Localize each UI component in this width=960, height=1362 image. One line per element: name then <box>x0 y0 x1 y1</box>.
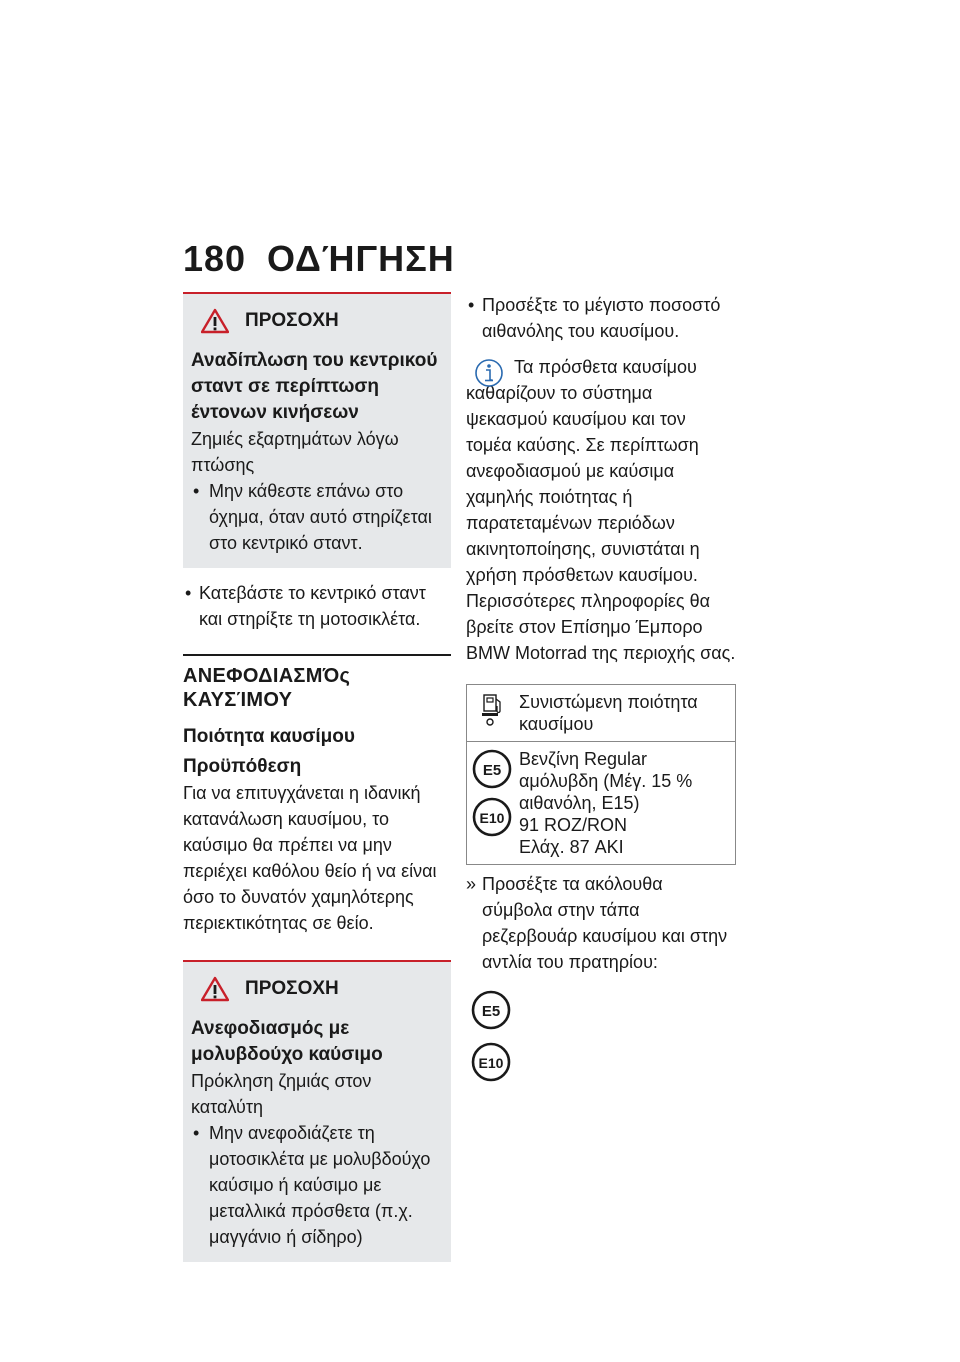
prerequisite-label: Προϋπόθεση <box>183 756 302 777</box>
table-row <box>467 741 735 864</box>
warning-title <box>191 976 439 1002</box>
warning-triangle-icon <box>201 308 229 334</box>
fuel-symbol-list <box>466 989 736 1083</box>
symbols-instruction: » Προσέξτε τα ακόλουθα σύμβολα στην τάπα ρεζερβουάρ καυσίμου και στην αντλία του πρατηρίου: <box>466 871 736 975</box>
fuel-spec-ron: 91 ROZ/RON <box>519 815 628 835</box>
prerequisite-text: Για να επιτυγχάνεται η ιδανική κατανάλωση καυσίμου, το καύσιμο θα πρέπει να μην περιέχει καθόλου θείο ή να είναι όσο το δυνατόν χαμηλότερης περιεκτικότητας σε θείο. <box>183 783 437 933</box>
info-icon <box>474 356 504 394</box>
warning-bullet: • Μην ανεφοδιάζετε τη μοτοσικλέτα με μολυβδούχο καύσιμο ή καύσιμο με μεταλλικά πρόσθετα (π.χ. μαγγάνιο ή σίδηρο) <box>191 1120 439 1250</box>
warning-label: ΠΡΟΣΟΧΗ <box>245 310 339 331</box>
warning-title <box>191 308 439 334</box>
ethanol-bullet: • Προσέξτε το μέγιστο ποσοστό αιθανόλης του καυσίμου. <box>466 292 736 344</box>
warning-label: ΠΡΟΣΟΧΗ <box>245 978 339 999</box>
fuel-spec-aki: Ελάχ. 87 AKI <box>519 837 624 857</box>
e10-badge-icon <box>470 1041 512 1083</box>
info-text: Τα πρόσθετα καυσίμου καθαρίζουν το σύστημα ψεκασμού καυσίμου και τον τομέα καύσης. Σε περίπτωση ανεφοδιασμού με καύσιμα χαμηλής ποιότητας ή παρατεταμένων περιόδων ακινητοποίησης, συνιστάται η χρήση πρόσθετων καυσίμου. Περισσότερες πληροφορίες θα βρείτε στον Επίσημο Έμπορο BMW Motorrad της περιοχής σας. <box>466 357 736 663</box>
svg-text:E5: E5 <box>482 762 502 779</box>
warning-consequence: Ζημιές εξαρτημάτων λόγω πτώσης <box>191 429 399 475</box>
warning-triangle-icon <box>201 976 229 1002</box>
warning-heading: Ανεφοδιασμός με μολυβδούχο καύσιμο <box>191 1018 383 1065</box>
fuel-pump-icon <box>479 691 505 727</box>
warning-bullet: • Μην κάθεστε επάνω στο όχημα, όταν αυτό στηρίζεται στο κεντρικό σταντ. <box>191 478 439 556</box>
fuel-spec-grade: Βενζίνη Regular αμόλυβδη (Μέγ. 15 % αιθανόλη, E15) <box>519 749 693 813</box>
page-title: ΟΔΉΓΗΣΗ <box>267 238 455 279</box>
e10-badge-icon <box>471 796 513 838</box>
svg-text:E10: E10 <box>479 810 505 826</box>
instruction-bullet: • Κατεβάστε το κεντρικό σταντ και στηρίξτε τη μοτοσικλέτα. <box>183 580 451 632</box>
warning-consequence: Πρόκληση ζημιάς στον καταλύτη <box>191 1071 372 1117</box>
fuel-quality-table <box>466 684 736 865</box>
section-heading: ΑΝΕΦΟΔΙΑΣΜΌς ΚΑΥΣΊΜΟΥ <box>183 654 451 712</box>
table-header-row <box>467 685 735 741</box>
info-note <box>466 354 736 666</box>
page-header <box>183 238 455 280</box>
page-number: 180 <box>183 238 247 279</box>
subsection-heading: Ποιότητα καυσίμου <box>183 726 355 747</box>
svg-text:E10: E10 <box>478 1055 504 1071</box>
e5-badge-icon <box>470 989 512 1031</box>
svg-text:E5: E5 <box>481 1003 501 1020</box>
warning-box-leaded-fuel <box>183 960 451 1262</box>
e5-badge-icon <box>471 748 513 790</box>
table-header: Συνιστώμενη ποιότητα καυσίμου <box>519 692 698 734</box>
warning-heading: Αναδίπλωση του κεντρικού σταντ σε περίπτωση έντονων κινήσεων <box>191 350 438 423</box>
right-column <box>466 292 736 1093</box>
left-column <box>183 292 451 1262</box>
warning-box-center-stand <box>183 292 451 568</box>
